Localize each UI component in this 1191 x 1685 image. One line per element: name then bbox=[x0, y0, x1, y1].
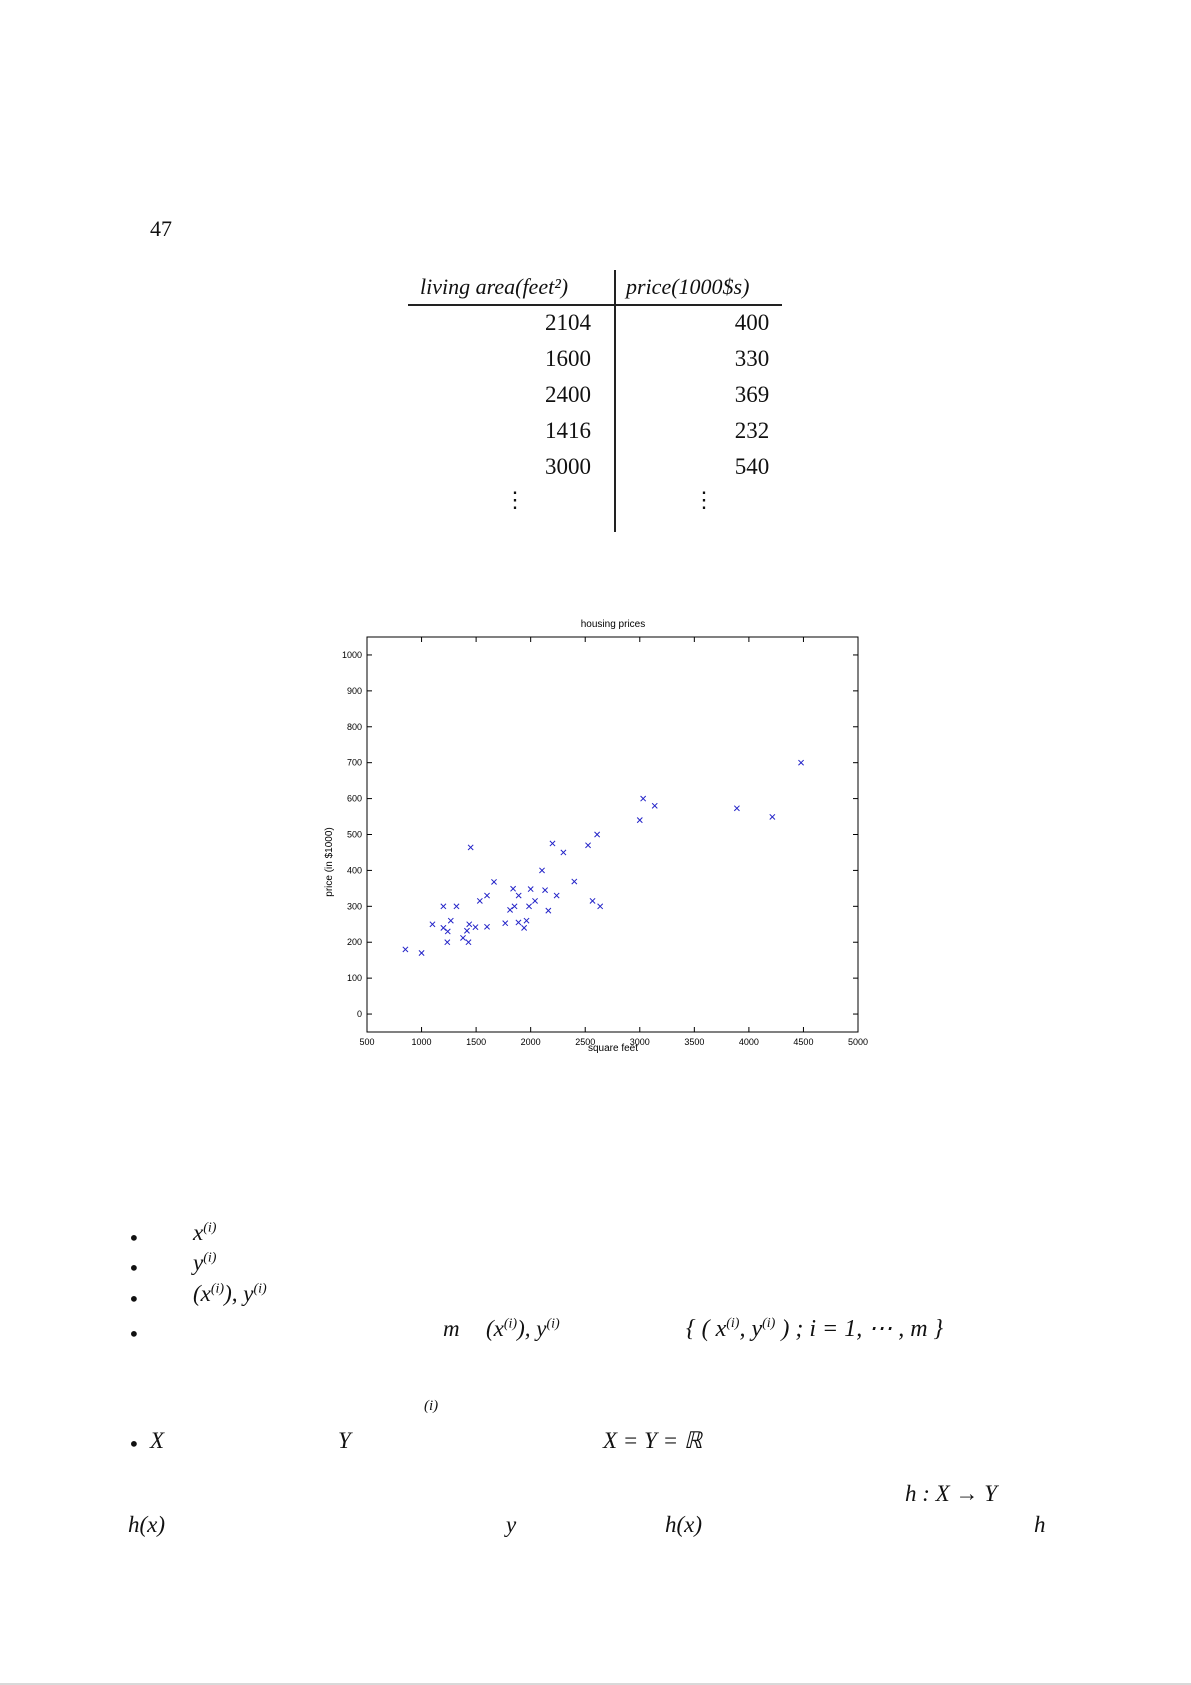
housing-data-table bbox=[408, 268, 782, 532]
scatter-point bbox=[466, 940, 471, 945]
scatter-point bbox=[419, 950, 424, 955]
scatter-point bbox=[467, 922, 472, 927]
y-tick-label: 300 bbox=[346, 901, 362, 912]
chart-x-axis-label: square feet bbox=[587, 1043, 639, 1054]
table-cell: 2400 bbox=[545, 382, 591, 407]
scatter-point bbox=[516, 893, 521, 898]
x-tick-label: 500 bbox=[359, 1037, 375, 1047]
scatter-point bbox=[734, 806, 739, 811]
bullet-notation-m: m bbox=[443, 1316, 460, 1341]
x-tick-label: 3000 bbox=[629, 1037, 650, 1047]
y-tick-label: 900 bbox=[346, 685, 362, 696]
scatter-point bbox=[652, 803, 657, 808]
x-tick-label: 3500 bbox=[684, 1037, 705, 1047]
bullet-marker: • bbox=[128, 1226, 140, 1250]
scatter-point bbox=[510, 886, 515, 891]
table-cell: 3000 bbox=[545, 454, 591, 479]
scatter-point bbox=[539, 868, 544, 873]
scatter-point bbox=[542, 888, 547, 893]
scatter-point bbox=[477, 898, 482, 903]
table-cell: 2104 bbox=[545, 310, 591, 335]
y-tick-label: 400 bbox=[346, 865, 362, 876]
y-tick-label: 0 bbox=[356, 1009, 362, 1020]
table-cell: 400 bbox=[734, 310, 770, 335]
hypothesis-h-symbol: h bbox=[1034, 1512, 1046, 1537]
table-cell: 1600 bbox=[545, 346, 591, 371]
scatter-point bbox=[524, 918, 529, 923]
housing-prices-scatter-chart bbox=[300, 610, 880, 1060]
x-tick-label: 2500 bbox=[575, 1037, 596, 1047]
scatter-point bbox=[561, 850, 566, 855]
scatter-point bbox=[468, 845, 473, 850]
scatter-point bbox=[430, 922, 435, 927]
hypothesis-hx: h(x) bbox=[665, 1512, 703, 1537]
x-tick-label: 1000 bbox=[411, 1037, 432, 1047]
table-header-rule bbox=[408, 304, 782, 306]
y-tick-label: 700 bbox=[346, 757, 362, 768]
x-tick-label: 5000 bbox=[847, 1037, 869, 1047]
scatter-point bbox=[585, 843, 590, 848]
scatter-point bbox=[454, 904, 459, 909]
scatter-point bbox=[595, 832, 600, 837]
table-cell: 540 bbox=[734, 454, 770, 479]
table-ellipsis: ⋮ bbox=[504, 487, 526, 512]
table-cell: 330 bbox=[734, 346, 770, 371]
bullet-notation-pair: $(x^{(i)})$, $y^{(i)}$ bbox=[486, 1316, 560, 1341]
bullet-marker: • bbox=[128, 1287, 140, 1311]
scatter-point bbox=[503, 921, 508, 926]
scatter-point bbox=[484, 893, 489, 898]
scatter-point bbox=[546, 908, 551, 913]
bullet-marker: • bbox=[128, 1432, 140, 1456]
y-tick-label: 1000 bbox=[341, 649, 362, 660]
y-tick-label: 500 bbox=[346, 829, 362, 840]
input-space-symbol: X bbox=[150, 1428, 165, 1453]
scatter-point bbox=[445, 940, 450, 945]
scatter-point bbox=[572, 879, 577, 884]
chart-title: housing prices bbox=[580, 619, 646, 630]
scatter-point bbox=[441, 904, 446, 909]
page-number: 47 bbox=[150, 216, 172, 241]
bullet-notation-y: $y^{(i)}$ bbox=[193, 1250, 217, 1275]
x-tick-label: 4500 bbox=[793, 1037, 814, 1047]
scatter-point bbox=[550, 841, 555, 846]
chart-y-axis-label: price (in $1000) bbox=[324, 827, 335, 897]
table-cell: 232 bbox=[734, 418, 770, 443]
table-header-price: price(1000$s) bbox=[626, 274, 750, 299]
scatter-point bbox=[491, 879, 496, 884]
output-space-symbol: Y bbox=[338, 1428, 351, 1453]
bullet-notation-pair: $(x^{(i)})$, $y^{(i)}$ bbox=[193, 1281, 267, 1306]
y-tick-label: 600 bbox=[346, 793, 362, 804]
hypothesis-hx: h(x) bbox=[128, 1512, 166, 1537]
scatter-point bbox=[637, 818, 642, 823]
hypothesis-mapping: h : X → Y bbox=[905, 1481, 997, 1506]
scatter-point bbox=[464, 928, 469, 933]
scatter-point bbox=[798, 760, 803, 765]
scatter-point bbox=[441, 925, 446, 930]
x-tick-label: 4000 bbox=[738, 1037, 759, 1047]
table-header-living-area: living area(feet²) bbox=[420, 274, 569, 299]
space-equation: X = Y = ℝ bbox=[603, 1428, 703, 1453]
scatter-point bbox=[641, 796, 646, 801]
chart-plot-frame bbox=[367, 637, 858, 1032]
scatter-point bbox=[532, 898, 537, 903]
scatter-point bbox=[590, 898, 595, 903]
x-tick-label: 2000 bbox=[520, 1037, 541, 1047]
scatter-point bbox=[770, 814, 775, 819]
target-y-symbol: y bbox=[506, 1512, 517, 1537]
training-set-notation: { ( $x^{(i)}$, $y^{(i)}$ ) ; i = 1, ⋯ , m } bbox=[686, 1316, 944, 1342]
scatter-point bbox=[473, 925, 478, 930]
bullet-marker: • bbox=[128, 1322, 140, 1346]
scatter-point bbox=[522, 925, 527, 930]
scatter-point bbox=[528, 886, 533, 891]
table-cell: 1416 bbox=[545, 418, 591, 443]
scatter-point bbox=[445, 929, 450, 934]
y-tick-label: 100 bbox=[346, 973, 362, 984]
scatter-point bbox=[403, 947, 408, 952]
x-tick-label: 1500 bbox=[466, 1037, 487, 1047]
y-tick-label: 200 bbox=[346, 937, 362, 948]
table-cell: 369 bbox=[734, 382, 770, 407]
scatter-point bbox=[460, 935, 465, 940]
y-tick-label: 800 bbox=[346, 721, 362, 732]
bullet-notation-x: $x^{(i)}$ bbox=[193, 1220, 217, 1245]
table-ellipsis: ⋮ bbox=[693, 487, 715, 512]
scatter-point bbox=[512, 904, 517, 909]
scatter-point bbox=[526, 904, 531, 909]
scatter-point bbox=[448, 918, 453, 923]
scatter-point bbox=[516, 920, 521, 925]
bullet-marker: • bbox=[128, 1256, 140, 1280]
scatter-point bbox=[598, 904, 603, 909]
scatter-point bbox=[554, 893, 559, 898]
scatter-point bbox=[507, 907, 512, 912]
superscript-i-notation: (i) bbox=[424, 1398, 439, 1414]
scatter-point bbox=[484, 924, 489, 929]
